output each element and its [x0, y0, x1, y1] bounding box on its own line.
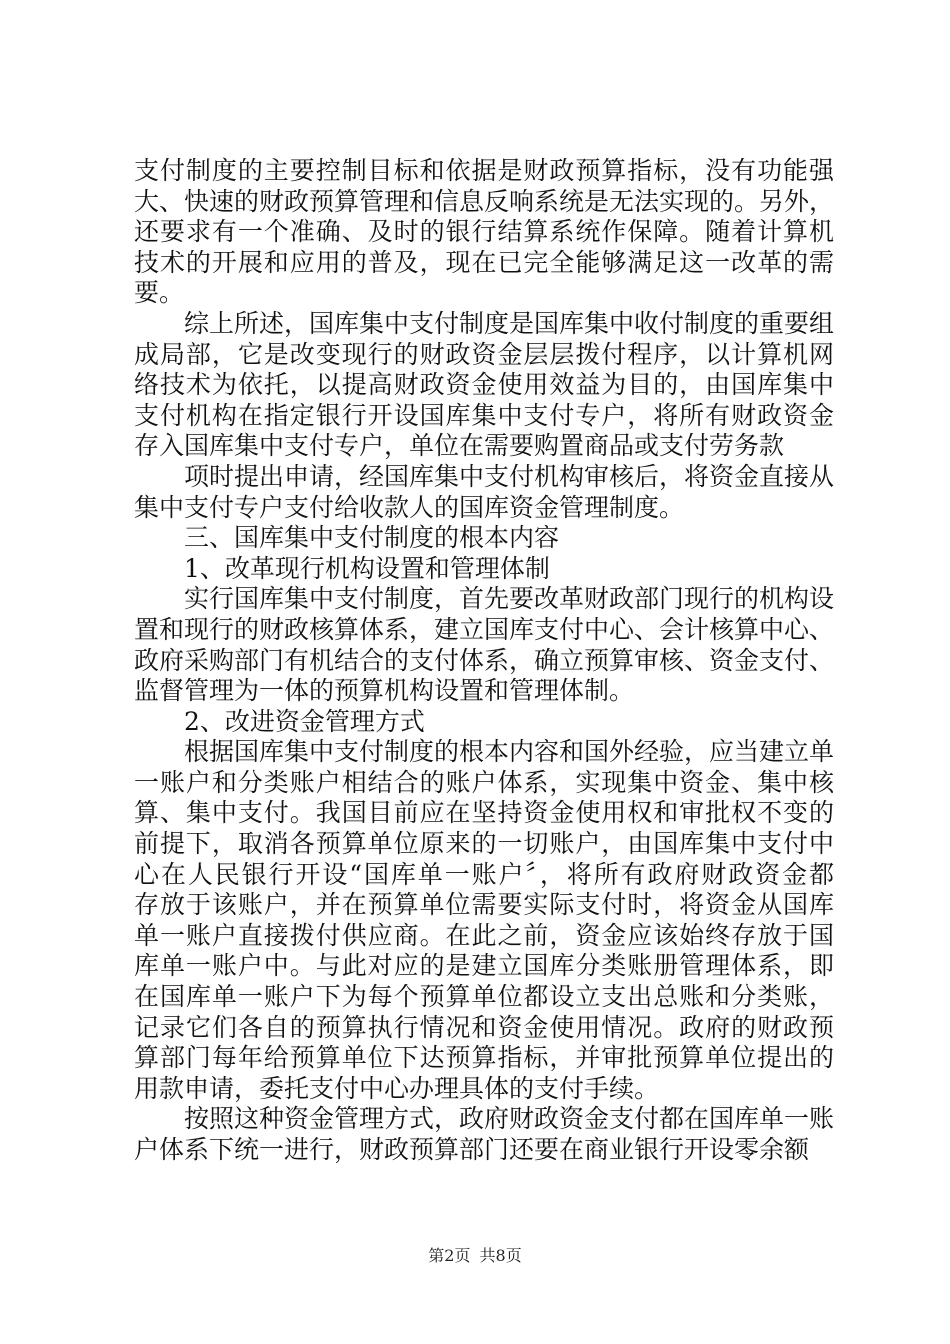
- text-line: 支付机构在指定银行开设国库集中支付专户，将所有财政资金: [134, 400, 834, 430]
- paragraph: [134, 707, 834, 738]
- text-line: 存放于该账户，并在预算单位需要实际支付时，将资金从国库: [134, 890, 834, 920]
- text-line: 在国库单一账户下为每个预算单位都设立支出总账和分类账，: [134, 982, 834, 1012]
- page-footer: [0, 1243, 950, 1266]
- paragraph: [134, 554, 834, 585]
- text-line: 还要求有一个准确、及时的银行结算系统作保障。随着计算机: [134, 217, 834, 247]
- text-line: 1、改革现行机构设置和管理体制: [184, 553, 550, 583]
- paragraph: [134, 309, 834, 462]
- text-line: 综上所述，国库集中支付制度是国库集中收付制度的重要组: [184, 308, 835, 338]
- text-line: 库单一账户中。与此对应的是建立国库分类账册管理体系，即: [134, 951, 834, 981]
- text-line: 三、国库集中支付制度的根本内容: [184, 523, 560, 553]
- text-line: 一账户和分类账户相结合的账户体系，实现集中资金、集中核: [134, 767, 834, 797]
- text-line: 单一账户直接拨付供应商。在此之前，资金应该始终存放于国: [134, 920, 834, 950]
- paragraph: [134, 1104, 834, 1165]
- text-line: 政府采购部门有机结合的支付体系，确立预算审核、资金支付、: [134, 645, 835, 675]
- text-line: 成局部，它是改变现行的财政资金层层拨付程序，以计算机网: [134, 339, 834, 369]
- text-line: 户体系下统一进行，财政预算部门还要在商业银行开设零余额: [134, 1135, 810, 1164]
- text-line: 记录它们各自的预算执行情况和资金使用情况。政府的财政预: [134, 1012, 834, 1042]
- text-line: 络技术为依托，以提高财政资金使用效益为目的，由国库集中: [134, 370, 834, 400]
- paragraph: [134, 523, 834, 554]
- text-line: 监督管理为一体的预算机构设置和管理体制。: [134, 676, 635, 706]
- text-line: 算部门每年给预算单位下达预算指标，并审批预算单位提出的: [134, 1043, 834, 1073]
- page-number: 第2页: [428, 1246, 471, 1265]
- text-line: 根据国库集中支付制度的根本内容和国外经验，应当建立单: [184, 737, 835, 767]
- text-line: 2、改进资金管理方式: [184, 706, 425, 736]
- text-line: 存入国库集中支付专户，单位在需要购置商品或支付劳务款: [134, 431, 785, 461]
- paragraph: [134, 737, 834, 1104]
- text-line: 用款申请，委托支付中心办理具体的支付手续。: [134, 1073, 660, 1103]
- text-line: 大、快速的财政预算管理和信息反响系统是无法实现的。另外，: [134, 186, 835, 216]
- document-body: [134, 156, 834, 1166]
- text-line: 心在人民银行开设“国库单一账户〞，将所有政府财政资金都: [134, 859, 834, 889]
- text-line: 要。: [134, 278, 185, 308]
- page-total: 共8页: [479, 1246, 522, 1265]
- text-line: 支付制度的主要控制目标和依据是财政预算指标，没有功能强: [134, 156, 834, 185]
- text-line: 项时提出申请，经国库集中支付机构审核后，将资金直接从: [184, 461, 835, 491]
- text-line: 集中支付专户支付给收款人的国库资金管理制度。: [134, 492, 685, 522]
- text-line: 实行国库集中支付制度，首先要改革财政部门现行的机构设: [184, 584, 835, 614]
- paragraph: [134, 584, 834, 706]
- paragraph: [134, 156, 834, 309]
- text-line: 置和现行的财政核算体系，建立国库支付中心、会计核算中心、: [134, 614, 835, 644]
- paragraph: [134, 462, 834, 523]
- text-line: 技术的开展和应用的普及，现在已完全能够满足这一改革的需: [134, 247, 834, 277]
- text-line: 前提下，取消各预算单位原来的一切账户，由国库集中支付中: [134, 829, 834, 859]
- text-line: 算、集中支付。我国目前应在坚持资金使用权和审批权不变的: [134, 798, 834, 828]
- text-line: 按照这种资金管理方式，政府财政资金支付都在国库单一账: [184, 1104, 835, 1134]
